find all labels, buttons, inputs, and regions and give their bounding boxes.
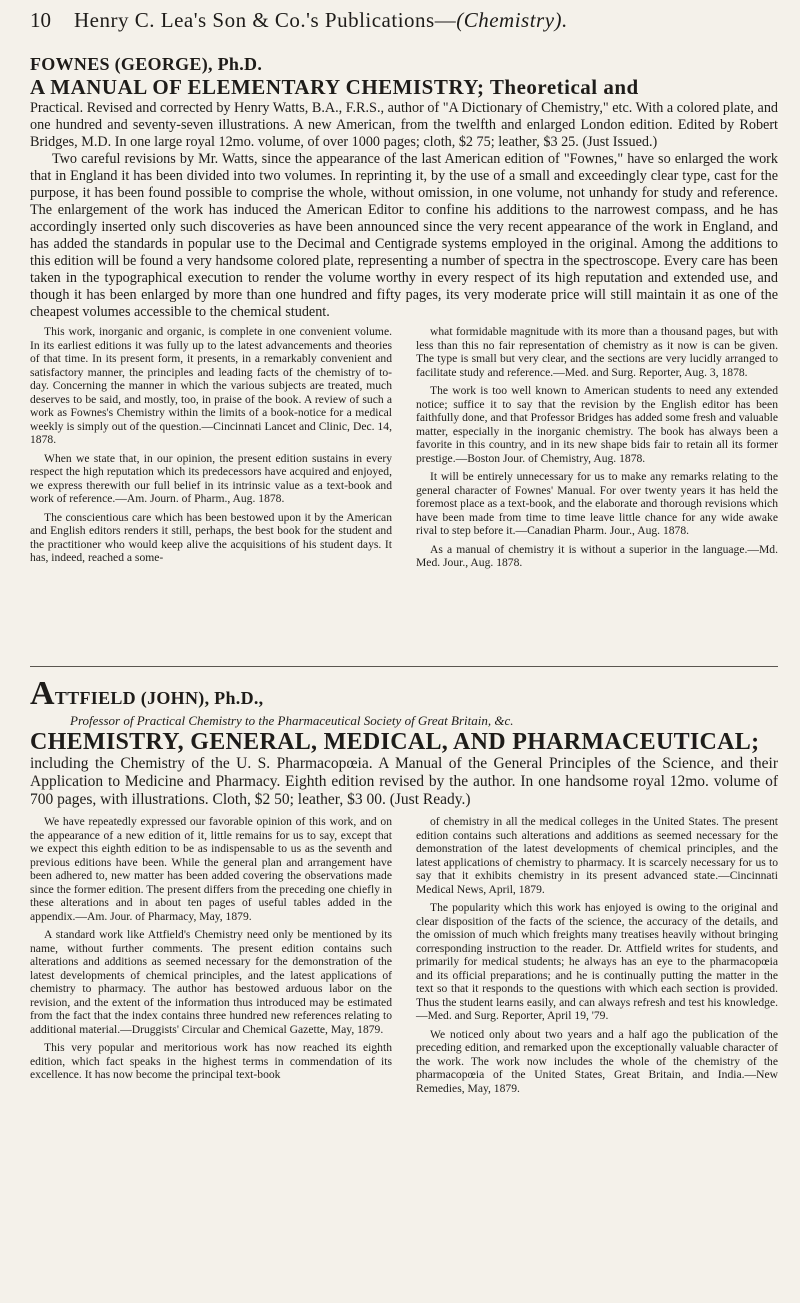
attfield-reviews	[30, 815, 778, 1100]
fownes-author: FOWNES (GEORGE), Ph.D.	[30, 54, 263, 74]
attfield-author-name: TTFIELD (JOHN), Ph.D.,	[54, 688, 264, 708]
review-paragraph: We noticed only about two years and a half ago the publication of the preceding edition, and remarked upon the exceptionally valuable character of the work. The work now includes the whole of the chemistry of the pharmacopœia of the United States, Great Britain, and India.—New Remedies, May, 1879.	[416, 1027, 778, 1095]
attfield-title: CHEMISTRY, GENERAL, MEDICAL, AND PHARMACEUTICAL;	[30, 729, 760, 755]
fownes-intro: Two careful revisions by Mr. Watts, since the appearance of the last American edition of "Fownes," have so enlarged the work that in England it has been divided into two volumes. In reprinting it, by the use of a small and exceedingly clear type, cast for the purpose, it has been found possible to comprise the whole, without omission, in one volume, not unhandy for study and reference. The enlargement of the work has induced the American Editor to confine his additions to the narrowest compass, and he has accordingly inserted only such discoveries as have been announced since the very recent appearance of the work in England, and has added the standards in popular use to the Decimal and Centigrade systems employed in the original. Among the additions to this edition will be found a very handsome colored plate, representing a number of spectra in the spectroscope. Every care has been taken in the typographical execution to render the volume worthy in every respect of its high reputation and extended use, and though it has been enlarged by more than one hundred and fifty pages, its very moderate price will still maintain it as one of the cheapest volumes accessible to the chemical student.	[30, 151, 778, 320]
fownes-entry	[30, 54, 778, 575]
review-paragraph: The conscientious care which has been bestowed upon it by the American and English editors renders it still, perhaps, the best book for the student and the practitioner who would keep alive the acquisitions of his student days. It has, indeed, reached a some-	[30, 510, 392, 564]
review-paragraph: of chemistry in all the medical colleges in the United States. The present edition contains such alterations and additions as seemed necessary for the demonstration of the latest developments of chemical principles, and the latest applications of chemistry to pharmacy. It is scarcely necessary for us to say that it exhibits chemistry in its present advanced state.—Cincinnati Medical News, April, 1879.	[416, 815, 778, 896]
page-number: 10	[30, 8, 51, 32]
running-title	[74, 8, 568, 33]
review-paragraph: A standard work like Attfield's Chemistry need only be mentioned by its name, without further comments. The present edition contains such alterations and additions as seemed necessary for the demonstration of the latest developments of chemical principles, and the latest applications of chemistry to pharmacy. The author has bestowed arduous labor on the revision, and the extent of the information thus introduced may be estimated from the fact that the index contains three hundred new references relating to additional material.—Druggists' Circular and Chemical Gazette, May, 1879.	[30, 928, 392, 1036]
fownes-reviews	[30, 325, 778, 575]
running-title-italic: (Chemistry).	[456, 8, 568, 32]
review-paragraph: The popularity which this work has enjoyed is owing to the original and clear disposition of the facts of the science, the accuracy of the details, and the omission of much which freights many treatises heavily without bringing corresponding instruction to the reader. Dr. Attfield writes for students, and primarily for medical students; he always has an eye to the pharmacopœia and its official preparations; and he is continually putting the matter in the text so that it responds to the questions with which each section is provided. Thus the student learns easily, and can always refresh and test his knowledge.—Med. and Surg. Reporter, April 19, '79.	[416, 901, 778, 1022]
fownes-reviews-right	[416, 325, 778, 575]
review-paragraph: We have repeatedly expressed our favorable opinion of this work, and on the appearance of a new edition of it, little remains for us to say, except that we expect this eighth edition to be as indispensable to us as the seventh and previous editions have been. While the general plan and arrangement have been adhered to, new matter has been added covering the observations made since the former edition. The present differs from the preceding one chiefly in these alterations and in about ten pages of useful tables added in the appendix.—Am. Jour. of Pharmacy, May, 1879.	[30, 815, 392, 923]
attfield-entry	[30, 656, 778, 1100]
review-paragraph: This very popular and meritorious work has now reached its eighth edition, which fact speaks in the highest terms in commendation of its excellence. It has now become the principal text-book	[30, 1041, 392, 1081]
attfield-author	[30, 675, 778, 713]
review-paragraph: This work, inorganic and organic, is complete in one convenient volume. In its earliest editions it was fully up to the latest advancements and theories of that time. In its present form, it presents, in a remarkably convenient and satisfactory manner, the principles and leading facts of the chemistry of to-day. Concerning the manner in which the various subjects are treated, much deserves to be said, and mostly, too, in praise of the book. A review of such a work as Fownes's Chemistry within the limits of a book-notice for a medical weekly is simply out of the question.—Cincinnati Lancet and Clinic, Dec. 14, 1878.	[30, 325, 392, 446]
attfield-reviews-left	[30, 815, 392, 1100]
fownes-title: A MANUAL OF ELEMENTARY CHEMISTRY; Theoretical and	[30, 75, 639, 99]
review-paragraph: The work is too well known to American students to need any extended notice; suffice it to say that the revision by the English editor has been faithfully done, and that Professor Bridges has added some fresh and valuable matter, especially in the inorganic chemistry. The book has always been a favorite in this country, and in its new shape bids fair to retain all its former prestige.—Boston Jour. of Chemistry, Aug. 1878.	[416, 384, 778, 465]
fownes-description: Practical. Revised and corrected by Henry Watts, B.A., F.R.S., author of "A Dictionary of Chemistry," etc. With a colored plate, and one hundred and seventy-seven illustrations. A new American, from the twelfth and enlarged London edition. Edited by Robert Bridges, M.D. In one large royal 12mo. volume, of over 1000 pages; cloth, $2 75; leather, $3 25. (Just Issued.)	[30, 100, 779, 150]
review-paragraph: It will be entirely unnecessary for us to make any remarks relating to the general character of Fownes' Manual. For over twenty years it has held the foremost place as a text-book, and the elaborate and thorough revisions which have been made from time to time leave little chance for any wide awake rival to step before it.—Canadian Pharm. Jour., Aug. 1878.	[416, 470, 778, 537]
attfield-description: including the Chemistry of the U. S. Pharmacopœia. A Manual of the General Principles of the Science, and their Application to Medicine and Pharmacy. Eighth edition revised by the author. In one handsome royal 12mo. volume of 700 pages, with illustrations. Cloth, $2 50; leather, $3 00. (Just Ready.)	[30, 755, 778, 808]
review-paragraph: As a manual of chemistry it is without a superior in the language.—Md. Med. Jour., Aug. 1878.	[416, 542, 778, 569]
drop-initial: A	[30, 675, 55, 712]
fownes-reviews-left	[30, 325, 392, 575]
attfield-reviews-right	[416, 815, 778, 1100]
review-paragraph: When we state that, in our opinion, the present edition sustains in every respect the high reputation which its predecessors have acquired and enjoyed, we express therewith our full belief in its intrinsic value as a text-book and work of reference.—Am. Journ. of Pharm., Aug. 1878.	[30, 451, 392, 505]
section-divider	[30, 666, 778, 667]
review-paragraph: what formidable magnitude with its more than a thousand pages, but with less than this no fair representation of chemistry as it now is can be given. The type is small but very clear, and the sections are very lucidly arranged to facilitate study and reference.—Med. and Surg. Reporter, Aug. 3, 1878.	[416, 325, 778, 379]
attfield-subtitle: Professor of Practical Chemistry to the Pharmaceutical Society of Great Britain, &c.	[70, 713, 514, 728]
document-page	[30, 0, 778, 1303]
running-title-text: Henry C. Lea's Son & Co.'s Publications—	[74, 8, 457, 32]
